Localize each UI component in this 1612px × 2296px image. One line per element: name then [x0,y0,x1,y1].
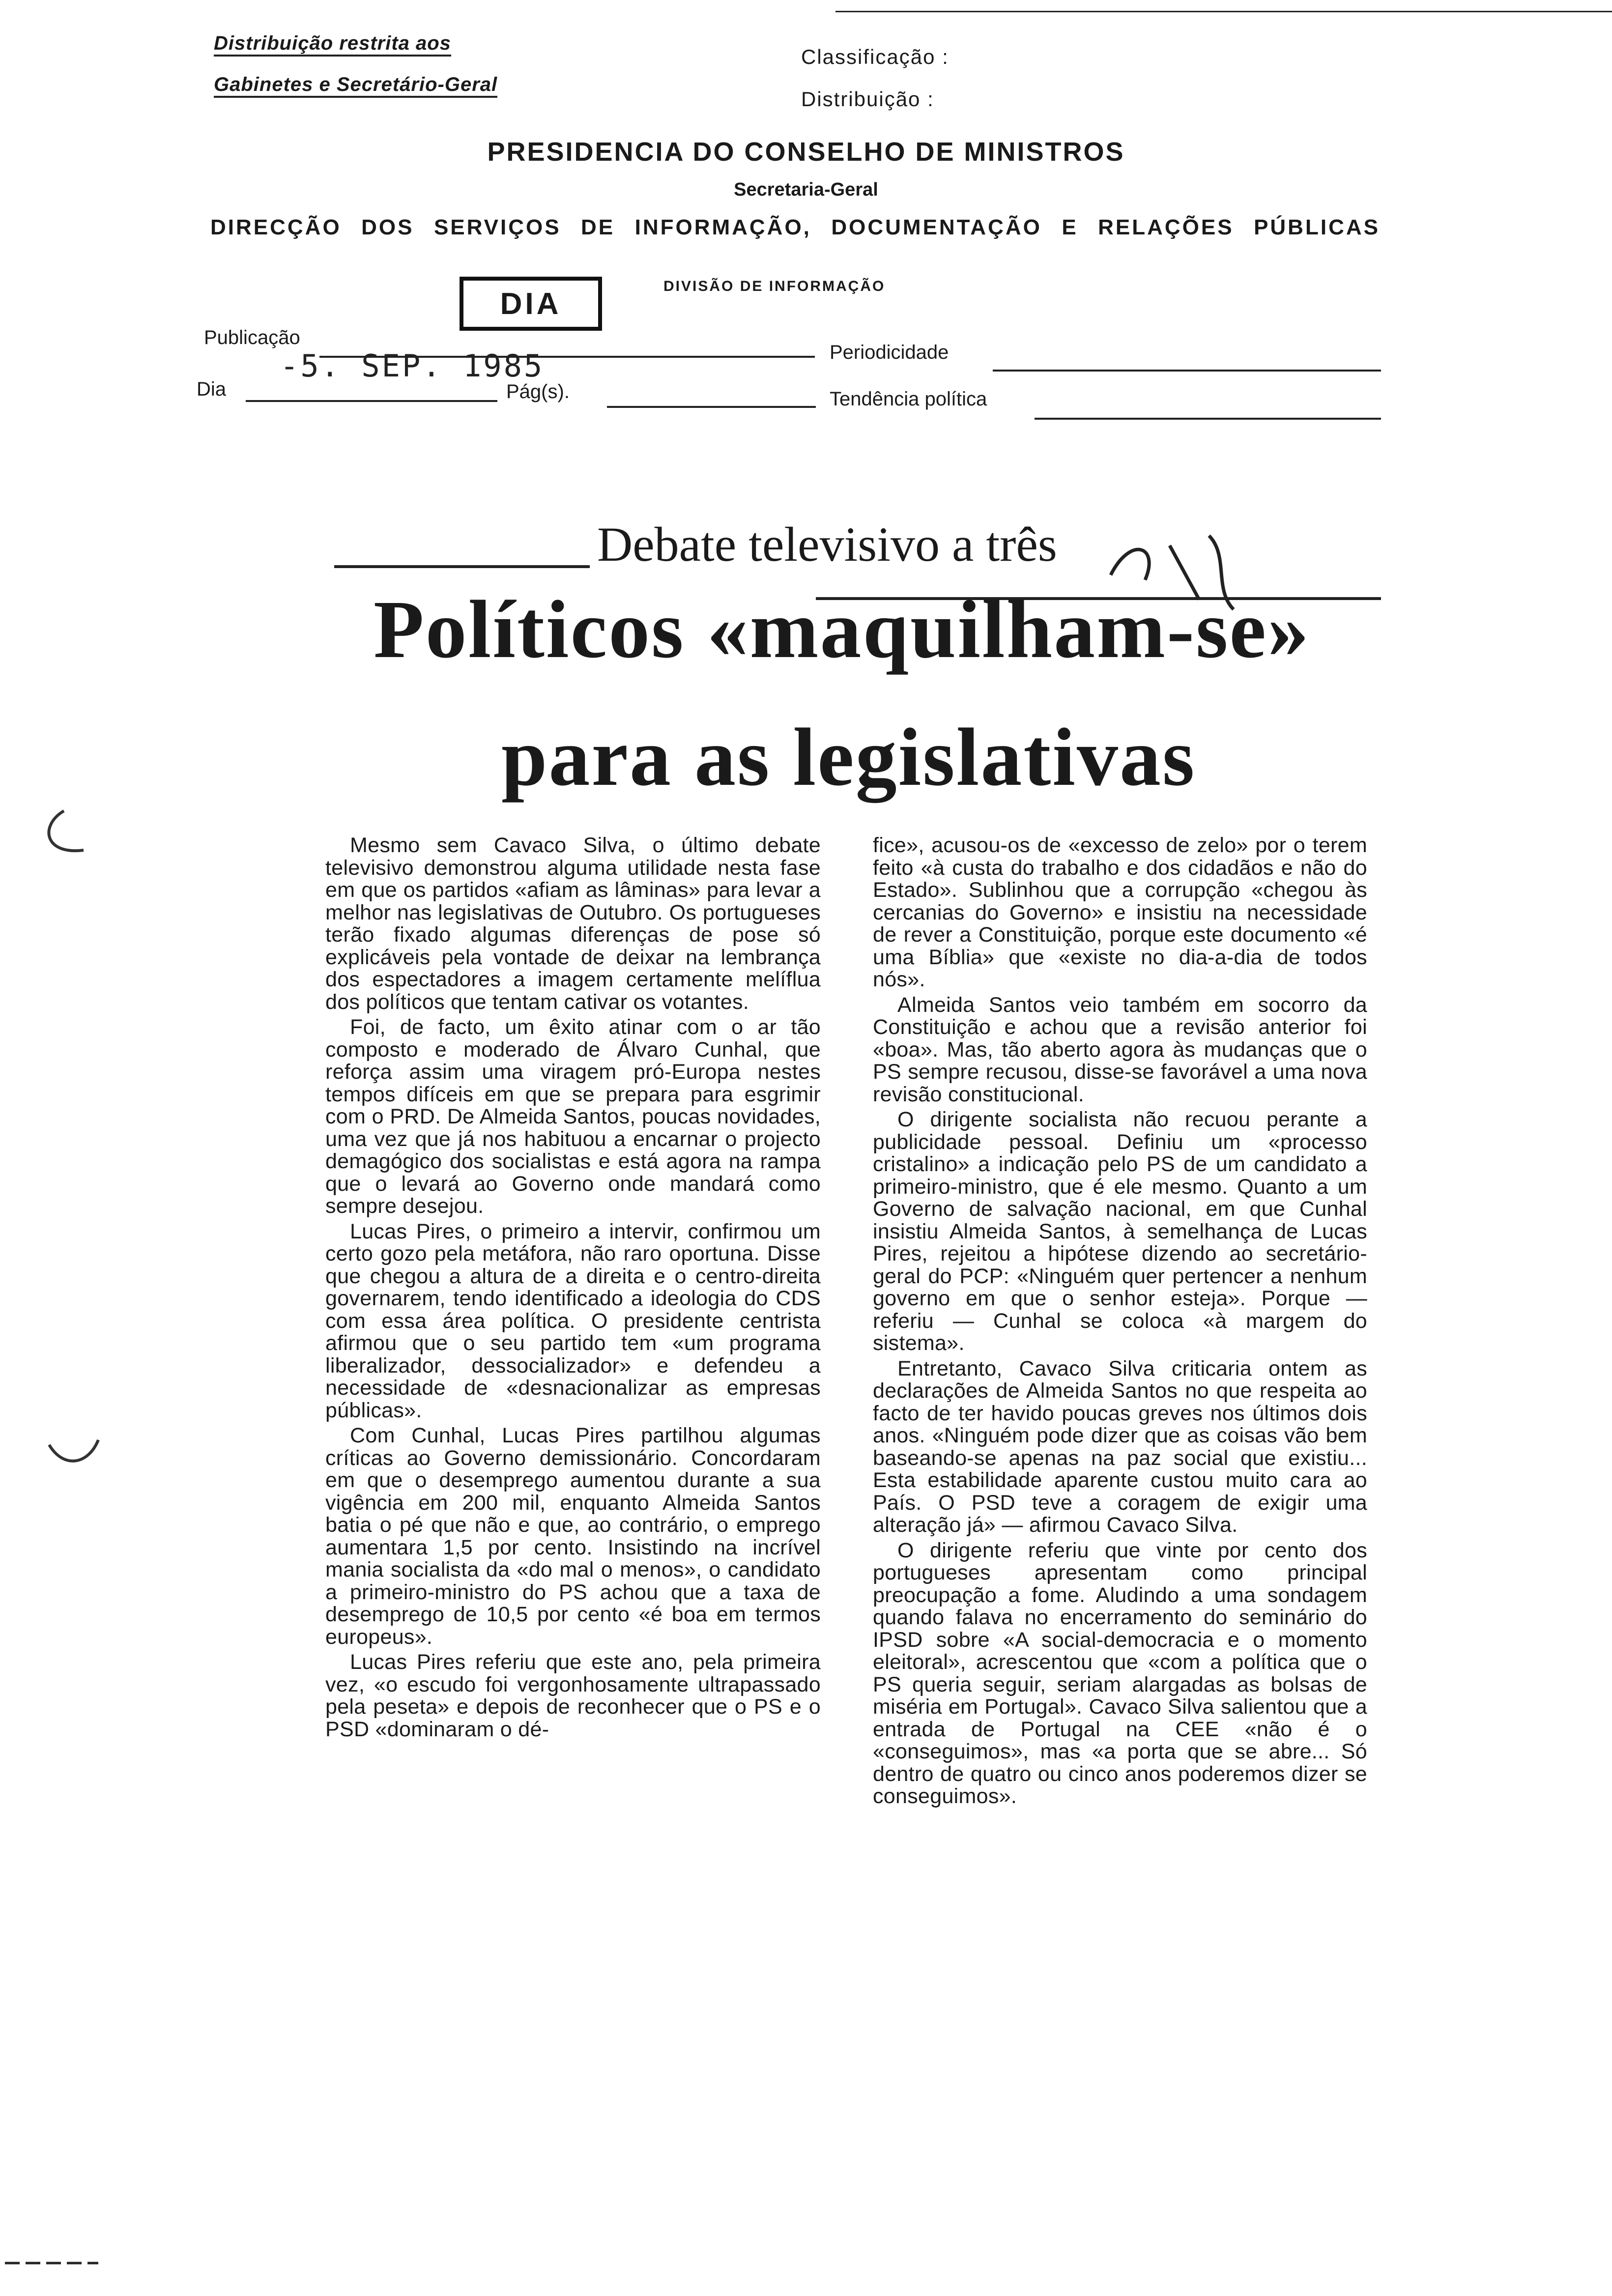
paragraph: Almeida Santos veio também em socorro da Constituição e achou que a revisão anterior foi «boa». Mas, tão aberto agora às mudanças que o PS sempre recusou, disse-se favorável a uma nova revisão constitucional. [873,993,1367,1106]
paragraph: Entretanto, Cavaco Silva criticaria ontem as declarações de Almeida Santos no que respeita ao facto de ter havido poucas greves nos últimos dois anos. «Ninguém pode dizer que as coisas vão bem baseando-se apenas na paz social que existiu... Esta estabilidade aparente custou muito cara ao País. O PSD teve a coragem de exigir uma alteração já» — afirmou Cavaco Silva. [873,1356,1367,1537]
pags-label: Pág(s). [506,381,570,402]
punch-hole-mark-icon [44,1425,103,1484]
direccao-title [210,215,1380,240]
direccao-word: INFORMAÇÃO, [634,215,811,239]
periodicidade-label: Periodicidade [830,342,949,363]
paragraph: Lucas Pires, o primeiro a intervir, confirmou um certo gozo pela metáfora, não raro oportuna. Disse que chegou a altura de a direita e o centro-direita governarem, tendo identificado a ideologia do CDS com essa área política. O presidente centrista afirmou que o seu partido tem «um programa liberalizador, dessocializador» e defendeu a necessidade de «desnacionalizar as empresas públicas». [325,1219,821,1422]
restricted-distribution-line1: Distribuição restrita aos [214,32,451,57]
distribuicao-label: Distribuição : [801,87,934,111]
direccao-word: DIRECÇÃO [210,215,342,239]
dia-line [246,400,497,402]
kicker-rule-left [334,565,590,568]
direccao-word: DOCUMENTAÇÃO [831,215,1042,239]
paragraph: O dirigente socialista não recuou perante a publicidade pessoal. Definiu um «processo cristalino» a indicação pelo PS de um candidato a primeiro-ministro, que é ele mesmo. Quanto a um Governo de salvação nacional, em que Cunhal insistiu Almeida Santos, à semelhança de Lucas Pires, rejeitou a hipótese dizendo ao secretário-geral do PCP: «Ninguém quer pertencer a nenhum governo em que o senhor esteja». Porque — referiu — Cunhal se coloca «à margem do sistema». [873,1108,1367,1355]
article-column-left [325,834,821,1744]
paragraph: Mesmo sem Cavaco Silva, o último debate televisivo demonstrou alguma utilidade nesta fase em que os partidos «afiam as lâminas» para levar a melhor nas legislativas de Outubro. Os portugueses terão fixado algumas diferenças de pose só explicáveis pela vontade de deixar na lembrança dos espectadores a imagem certamente melíflua dos políticos que tentam cativar os votantes. [325,833,821,1014]
classificacao-label: Classificação : [801,45,949,68]
pags-line [607,406,816,408]
publicacao-label: Publicação [204,327,300,348]
paragraph: fice», acusou-os de «excesso de zelo» por o terem feito «à custa do trabalho e dos cidadãos e não do Estado». Sublinhou que a corrupção «chegou às cercanias do Governo» e insistiu na necessidade de rever a Constituição, porque este documento «é uma Bíblia» que «existe no dia-a-dia de todos nós». [873,833,1367,991]
institution-title: PRESIDENCIA DO CONSELHO DE MINISTROS [487,137,1125,167]
restricted-distribution-line2: Gabinetes e Secretário-Geral [214,74,497,98]
direccao-word: DOS [361,215,414,239]
periodicidade-line [993,370,1381,372]
paragraph: Com Cunhal, Lucas Pires partilhou algumas críticas ao Governo demissionário. Concordaram em que o desemprego aumentou durante a sua vigência em 200 mil, enquanto Almeida Santos batia o pé que não e que, ao contrário, o emprego aumentara 1,5 por cento. Insistindo na incrível mania socialista da «do mal o menos», o candidato a primeiro-ministro do PS achou que a taxa de desemprego de 10,5 por cento «é boa em termos europeus». [325,1424,821,1649]
edge-mark-icon [0,2256,108,2270]
divisao-title: DIVISÃO DE INFORMAÇÃO [663,278,886,294]
paragraph: Lucas Pires referiu que este ano, pela primeira vez, «o escudo foi vergonhosamente ultrapassado pela peseta» e depois de reconhecer que o PS e o PSD «dominaram o dé- [325,1650,821,1741]
publication-stamp: DIA [460,277,602,331]
headline-line1: Políticos «maquilham-se» [374,584,1310,675]
article-column-right [873,834,1367,1811]
punch-hole-mark-icon [29,806,88,865]
date-stamp: -5. SEP. 1985 [280,348,545,384]
paragraph: Foi, de facto, um êxito atinar com o ar tão composto e moderado de Álvaro Cunhal, que reforça assim uma viragem pró-Europa nestes tempos difíceis em que se prepara para esgrimir com o PRD. De Almeida Santos, poucas novidades, uma vez que já nos habituou a encarnar o projecto demagógico dos socialistas e está agora na rampa que o levará ao Governo onde mandará como sempre desejou. [325,1015,821,1218]
secretaria-title: Secretaria-Geral [734,179,878,200]
direccao-word: PÚBLICAS [1254,215,1380,239]
dia-label: Dia [197,378,227,400]
direccao-word: DE [581,215,615,239]
headline-line2: para as legislativas [501,712,1196,803]
article-kicker: Debate televisivo a três [597,517,1057,572]
paragraph: O dirigente referiu que vinte por cento dos portugueses apresentam como principal preocupação a fome. Aludindo a uma sondagem quando falava no encerramento do seminário do IPSD sobre «A social-democracia e o momento eleitoral», acrescentou que «com a política que o PS queria seguir, seriam alargadas as bolsas de miséria em Portugal». Cavaco Silva salientou que a entrada de Portugal na CEE «não é o «conseguimos», mas «a porta que se abre... Só dentro de quatro ou cinco anos poderemos dizer se conseguimos». [873,1538,1367,1808]
direccao-word: E [1062,215,1078,239]
tendencia-line [1035,418,1381,420]
top-rule [835,11,1612,12]
tendencia-label: Tendência política [830,388,987,410]
direccao-word: RELAÇÕES [1098,215,1234,239]
direccao-word: SERVIÇOS [433,215,561,239]
handwritten-annotation-icon [1101,516,1248,614]
